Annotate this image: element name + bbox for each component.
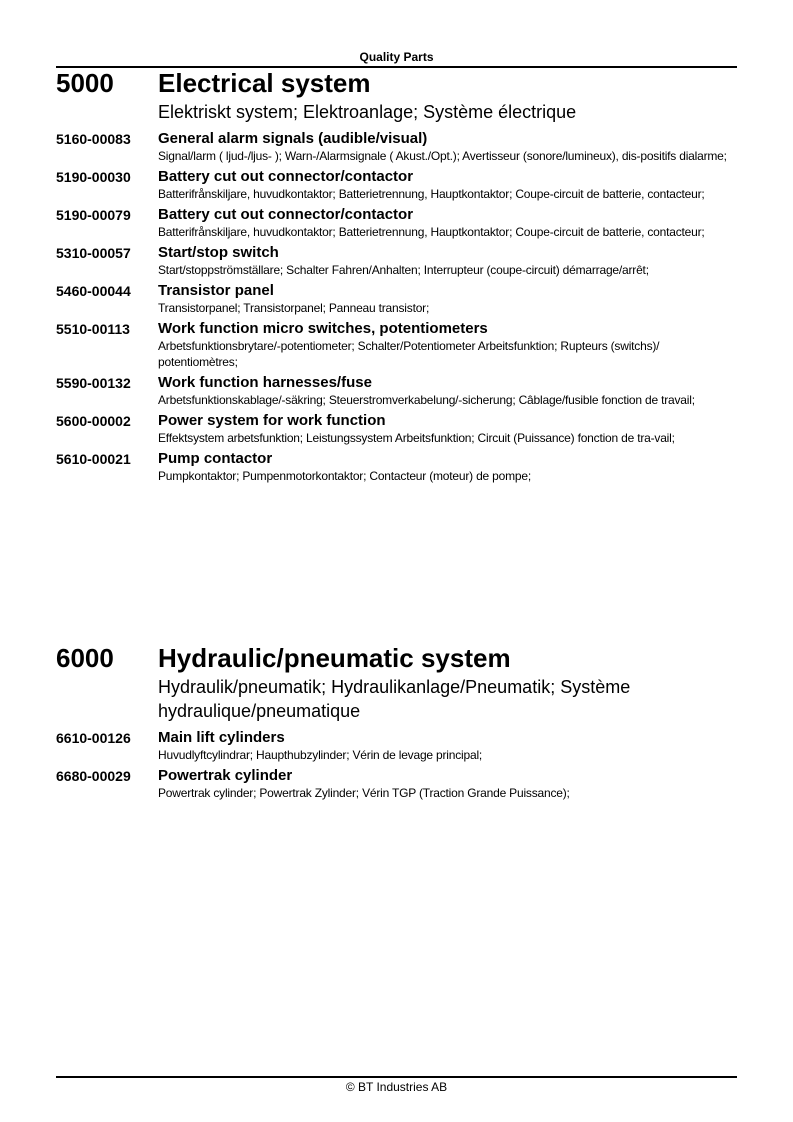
part-entry xyxy=(56,729,737,763)
part-description: Pumpkontaktor; Pumpenmotorkontaktor; Contacteur (moteur) de pompe; xyxy=(158,469,531,483)
part-entry xyxy=(56,206,737,240)
part-title: Power system for work function xyxy=(158,412,386,429)
part-number: 5190-00079 xyxy=(56,207,131,223)
part-title: General alarm signals (audible/visual) xyxy=(158,130,428,147)
section-heading xyxy=(56,643,737,673)
part-entry xyxy=(56,282,737,316)
part-entry xyxy=(56,767,737,801)
part-entry xyxy=(56,244,737,278)
part-title: Transistor panel xyxy=(158,282,274,299)
part-entry xyxy=(56,450,737,484)
part-description: Arbetsfunktionsbrytare/-potentiometer; Schalter/Potentiometer Arbeitsfunktion; Rupteurs (switchs)/ potentiomètres; xyxy=(158,339,660,369)
part-number: 5510-00113 xyxy=(56,321,130,337)
part-entry xyxy=(56,412,737,446)
part-description: Start/stoppströmställare; Schalter Fahren/Anhalten; Interrupteur (coupe-circuit) démarrage/arrêt; xyxy=(158,263,649,277)
section-heading xyxy=(56,68,737,98)
footer-copyright: © BT Industries AB xyxy=(345,1080,448,1094)
part-number: 5160-00083 xyxy=(56,131,131,147)
part-number: 6680-00029 xyxy=(56,768,131,784)
section-code: 6000 xyxy=(56,643,114,673)
part-number: 5460-00044 xyxy=(56,283,131,299)
section-code: 5000 xyxy=(56,68,114,98)
part-description: Batterifrånskiljare, huvudkontaktor; Batterietrennung, Hauptkontaktor; Coupe-circuit de batterie, contacteur; xyxy=(158,225,705,239)
part-description: Powertrak cylinder; Powertrak Zylinder; Vérin TGP (Traction Grande Puissance); xyxy=(158,786,570,800)
part-entry xyxy=(56,374,737,408)
footer-divider xyxy=(56,1076,737,1078)
section-subtitle: Elektriskt system; Elektroanlage; Système électrique xyxy=(158,102,577,122)
part-number: 5610-00021 xyxy=(56,451,131,467)
part-title: Main lift cylinders xyxy=(158,729,285,746)
section-title: Electrical system xyxy=(158,68,371,98)
part-entry xyxy=(56,168,737,202)
part-title: Start/stop switch xyxy=(158,244,279,261)
section-hydraulic-system xyxy=(56,643,737,805)
part-entry xyxy=(56,130,737,164)
section-electrical-system xyxy=(56,68,737,488)
part-title: Battery cut out connector/contactor xyxy=(158,168,414,185)
part-title: Work function micro switches, potentiometers xyxy=(158,320,488,337)
part-title: Pump contactor xyxy=(158,450,273,467)
part-description: Effektsystem arbetsfunktion; Leistungssystem Arbeitsfunktion; Circuit (Puissance) fonction de tra-vail; xyxy=(158,431,675,445)
page-header-title: Quality Parts xyxy=(359,50,434,64)
part-number: 6610-00126 xyxy=(56,730,131,746)
section-title: Hydraulic/pneumatic system xyxy=(158,643,511,673)
section-subtitle: Hydraulik/pneumatik; Hydraulikanlage/Pneumatik; Système hydraulique/pneumatique xyxy=(158,677,631,721)
part-description: Arbetsfunktionskablage/-säkring; Steuerstromverkabelung/-sicherung; Câblage/fusible fonction de travail; xyxy=(158,393,695,407)
part-description: Batterifrånskiljare, huvudkontaktor; Batterietrennung, Hauptkontaktor; Coupe-circuit de batterie, contacteur; xyxy=(158,187,705,201)
part-description: Transistorpanel; Transistorpanel; Panneau transistor; xyxy=(158,301,430,315)
part-number: 5590-00132 xyxy=(56,375,131,391)
entry-list xyxy=(56,729,737,801)
part-description: Signal/larm ( ljud-/ljus- ); Warn-/Alarmsignale ( Akust./Opt.); Avertisseur (sonore/lumineux), dis-positifs dialarme; xyxy=(158,149,727,163)
part-number: 5190-00030 xyxy=(56,169,131,185)
part-title: Work function harnesses/fuse xyxy=(158,374,372,391)
part-entry xyxy=(56,320,737,370)
part-number: 5600-00002 xyxy=(56,413,131,429)
part-description: Huvudlyftcylindrar; Haupthubzylinder; Vérin de levage principal; xyxy=(158,748,483,762)
part-number: 5310-00057 xyxy=(56,245,131,261)
part-title: Battery cut out connector/contactor xyxy=(158,206,414,223)
part-title: Powertrak cylinder xyxy=(158,767,293,784)
entry-list xyxy=(56,130,737,484)
